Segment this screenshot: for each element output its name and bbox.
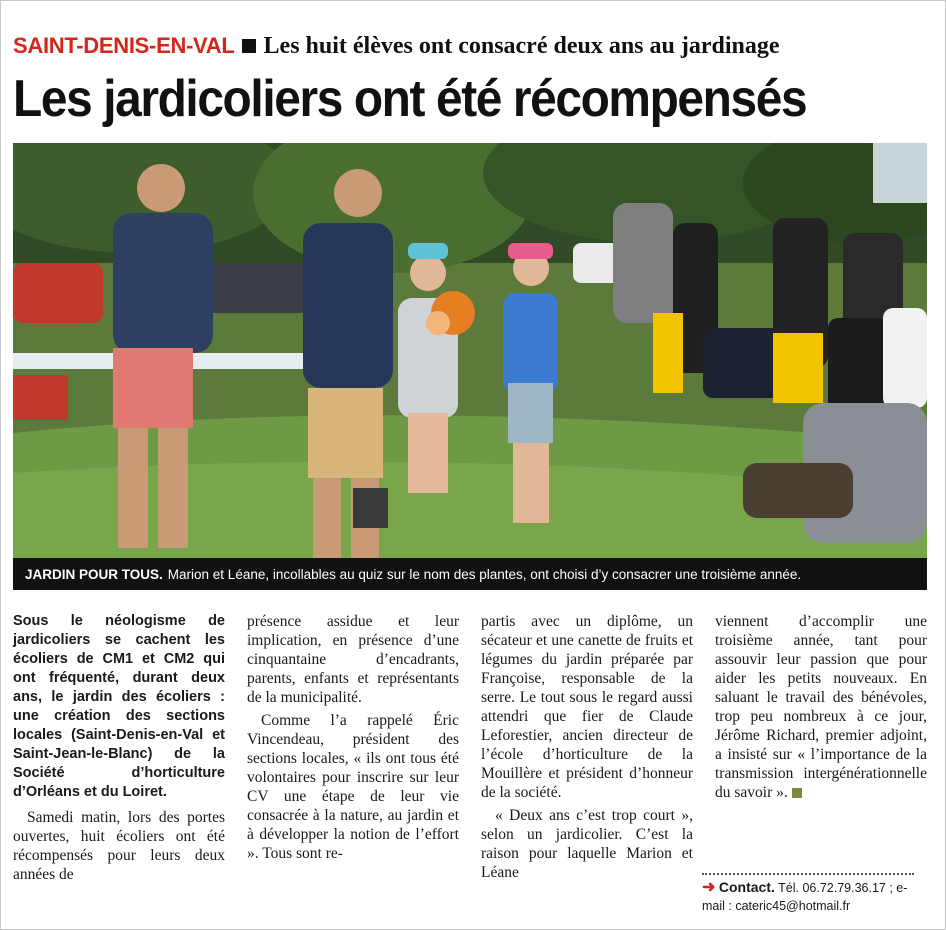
article-body [13,612,927,917]
contact-label: Contact. [718,879,775,895]
article-photo [13,143,927,558]
caption-lead: JARDIN POUR TOUS. [25,566,163,582]
body-column-1 [13,612,225,884]
paragraph-1-start: Samedi matin, lors des portes ouvertes, huit écoliers ont été récompensés pour leurs deux années de [13,809,225,883]
contact-divider [702,873,914,875]
contact-arrow-icon: ➜ [702,879,716,896]
contact-text[interactable]: Tél. 06.72.79.36.17 ; e-mail : cateric45@hotmail.fr [702,881,908,913]
article-chapo: Sous le néologisme de jardicoliers se cachent les écoliers de CM1 et CM2 qui ont fréquenté, durant deux ans, le jardin des écoliers : une création des sections locales (Saint-Denis-en-Val et Saint-Jean-le-Blanc) de la Société d’horticulture d’Orléans et du Loiret. [13,613,225,800]
article-headline: Les jardicoliers ont été récompensés [13,70,807,128]
photo-caption [13,558,927,590]
paragraph-2-end: partis avec un diplôme, un sécateur et une canette de fruits et légumes du jardin préparée par Françoise, responsable de la serre. Le tout sous le regard aussi attendri que fier de Claude Leforestier, ancien directeur de l’école d’horticulture de la Mouillère et président d’honneur de la société. [481,613,693,801]
body-column-4 [715,612,927,802]
kicker-place: SAINT-DENIS-EN-VAL [13,33,235,58]
paragraph-2-start: Comme l’a rappelé Éric Vincendeau, président des sections locales, « ils ont tous été volontaires pour inscrire sur leur CV une étape de leur vie consacrée à la nature, au jardin et à développer la notion de l’effort ». Tous sont re- [247,712,459,862]
kicker-square-icon [242,39,256,53]
kicker-subtitle: Les huit élèves ont consacré deux ans au jardinage [263,32,780,59]
paragraph-1-end: présence assidue et leur implication, en présence d’une cinquantaine d’encadrants, parents, enfants et représentants de la municipalité. [247,613,459,706]
caption-text: Marion et Léane, incollables au quiz sur le nom des plantes, ont choisi d’y consacrer une troisième année. [167,566,802,582]
paragraph-3-start: « Deux ans c’est trop court », selon un jardicolier. C’est la raison pour laquelle Marion et Léane [481,807,693,881]
contact-box [702,878,916,915]
body-column-3 [481,612,693,882]
body-column-2 [247,612,459,863]
article-kicker [13,30,780,62]
garden-photo-illustration [13,143,927,558]
paragraph-3-end: viennent d’accomplir une troisième année, tant pour assouvir leur passion que pour aider les petits nouveaux. En saluant le travail des bénévoles, trop peu nombreux à ce jour, Jérôme Richard, premier adjoint, a insisté sur « l’importance de la transmission intergénérationnelle du savoir ». [715,613,927,801]
end-mark-icon [792,788,802,798]
paragraph-1-full [0,0,1,1]
